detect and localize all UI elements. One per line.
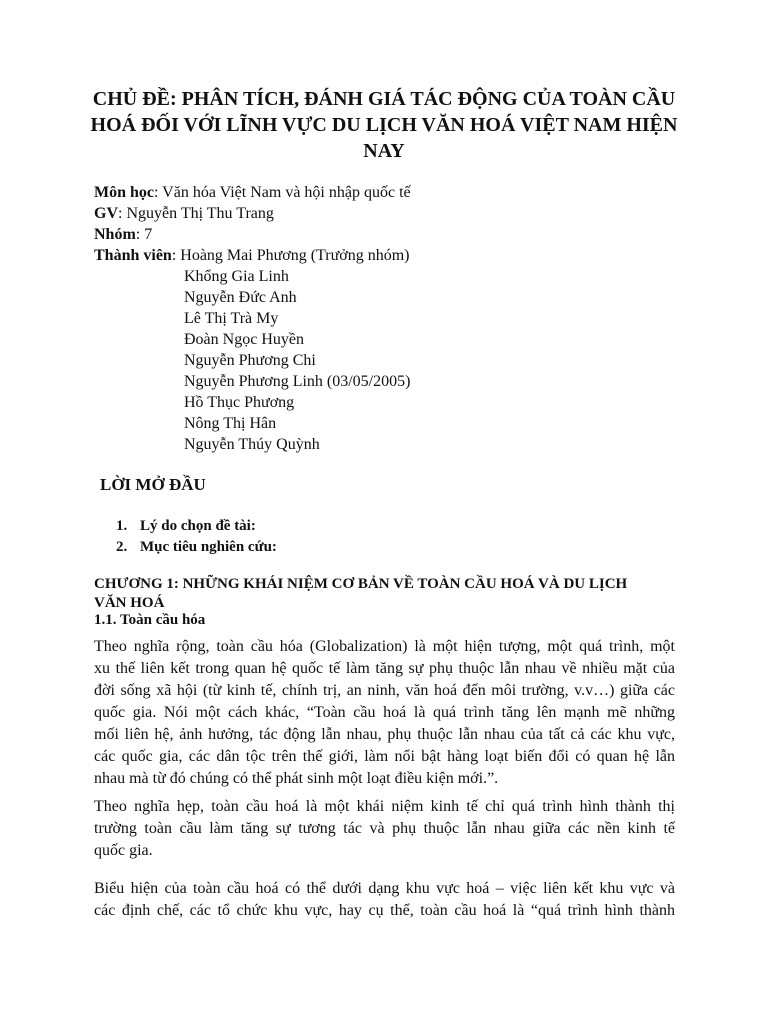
paragraph-line: trường toàn cầu làm tăng sự tương tác và phụ thuộc lẫn nhau giữa các nền kinh tế xyxy=(94,820,675,837)
list-item xyxy=(116,516,277,537)
document-title xyxy=(80,86,688,164)
paragraph xyxy=(94,636,675,790)
teacher-value: : Nguyễn Thị Thu Trang xyxy=(118,205,274,222)
paragraph-line: đời sống xã hội (từ kinh tế, chính trị, an ninh, văn hoá đến môi trường, v.v…) giữa các xyxy=(94,682,675,699)
document-meta xyxy=(94,182,411,455)
paragraph-line: Theo nghĩa rộng, toàn cầu hóa (Globalization) là một hiện tượng, một quá trình, một xyxy=(94,638,675,655)
title-line: CHỦ ĐỀ: PHÂN TÍCH, ĐÁNH GIÁ TÁC ĐỘNG CỦA TOÀN CẦU xyxy=(92,88,676,110)
member-name: Nguyễn Phương Chi xyxy=(184,352,316,369)
intro-heading: LỜI MỞ ĐẦU xyxy=(100,475,206,494)
group-label: Nhóm xyxy=(94,226,136,243)
list-text: Mục tiêu nghiên cứu: xyxy=(140,539,277,555)
subject-label: Môn học xyxy=(94,184,154,201)
paragraph xyxy=(94,878,675,922)
member-name: Đoàn Ngọc Huyền xyxy=(184,331,304,348)
paragraph-line: các định chế, các tổ chức khu vực, hay cụ thể, toàn cầu hoá là “quá trình hình thành xyxy=(94,902,675,919)
member-name: Nông Thị Hân xyxy=(184,415,277,432)
paragraph-line: mối liên hệ, ảnh hưởng, tác động lẫn nhau, phụ thuộc lẫn nhau của tất cả các khu vực, xyxy=(94,726,675,743)
member-name: Nguyễn Thúy Quỳnh xyxy=(184,436,320,453)
member-name: Lê Thị Trà My xyxy=(184,310,279,327)
list-item xyxy=(116,537,277,558)
title-line: HOÁ ĐỐI VỚI LĨNH VỰC DU LỊCH VĂN HOÁ VIỆT NAM HIỆN xyxy=(90,114,678,136)
member-name: Hồ Thục Phương xyxy=(184,394,295,411)
teacher-row xyxy=(94,203,411,224)
teacher-label: GV xyxy=(94,205,118,222)
paragraph-line: quốc gia. xyxy=(94,842,153,859)
member-name: Nguyễn Đức Anh xyxy=(184,289,297,306)
list-text: Lý do chọn đề tài: xyxy=(140,518,256,534)
paragraph-line: các quốc gia, các dân tộc trên thế giới, làm nổi bật hàng loạt biến đổi có quan hệ lẫn xyxy=(94,748,675,765)
list-number: 1. xyxy=(116,518,128,534)
group-value: : 7 xyxy=(135,226,153,243)
members-label: Thành viên xyxy=(94,247,172,264)
intro-list xyxy=(116,516,277,558)
paragraph-line: Theo nghĩa hẹp, toàn cầu hoá là một khái niệm kinh tế chỉ quá trình hình thành thị xyxy=(94,798,675,815)
chapter-heading xyxy=(94,575,694,613)
subject-value: : Văn hóa Việt Nam và hội nhập quốc tế xyxy=(154,184,411,201)
list-number: 2. xyxy=(116,539,128,555)
paragraph xyxy=(94,796,675,862)
group-row xyxy=(94,224,411,245)
paragraph-line: quốc gia. Nói một cách khác, “Toàn cầu hoá là quá trình tăng lên mạnh mẽ những xyxy=(94,704,675,721)
paragraph-line: xu thế liên kết trong quan hệ quốc tế làm tăng sự phụ thuộc lẫn nhau về nhiều mặt của xyxy=(94,660,675,677)
member-name: Khổng Gia Linh xyxy=(184,268,289,285)
paragraph-line: Biểu hiện của toàn cầu hoá có thể dưới dạng khu vực hoá – việc liên kết khu vực và xyxy=(94,880,675,897)
title-line: NAY xyxy=(363,140,405,162)
subject-row xyxy=(94,182,411,203)
members-row xyxy=(94,245,411,266)
paragraph-line: nhau mà từ đó chúng có thể phát sinh một loạt điều kiện mới.”. xyxy=(94,770,499,787)
chapter-line: CHƯƠNG 1: NHỮNG KHÁI NIỆM CƠ BẢN VỀ TOÀN CẦU HOÁ VÀ DU LỊCH xyxy=(94,576,628,592)
member-leader: : Hoàng Mai Phương (Trưởng nhóm) xyxy=(171,247,410,264)
section-heading: 1.1. Toàn cầu hóa xyxy=(94,612,206,628)
member-name: Nguyễn Phương Linh (03/05/2005) xyxy=(184,373,411,390)
chapter-line: VĂN HOÁ xyxy=(94,595,165,611)
